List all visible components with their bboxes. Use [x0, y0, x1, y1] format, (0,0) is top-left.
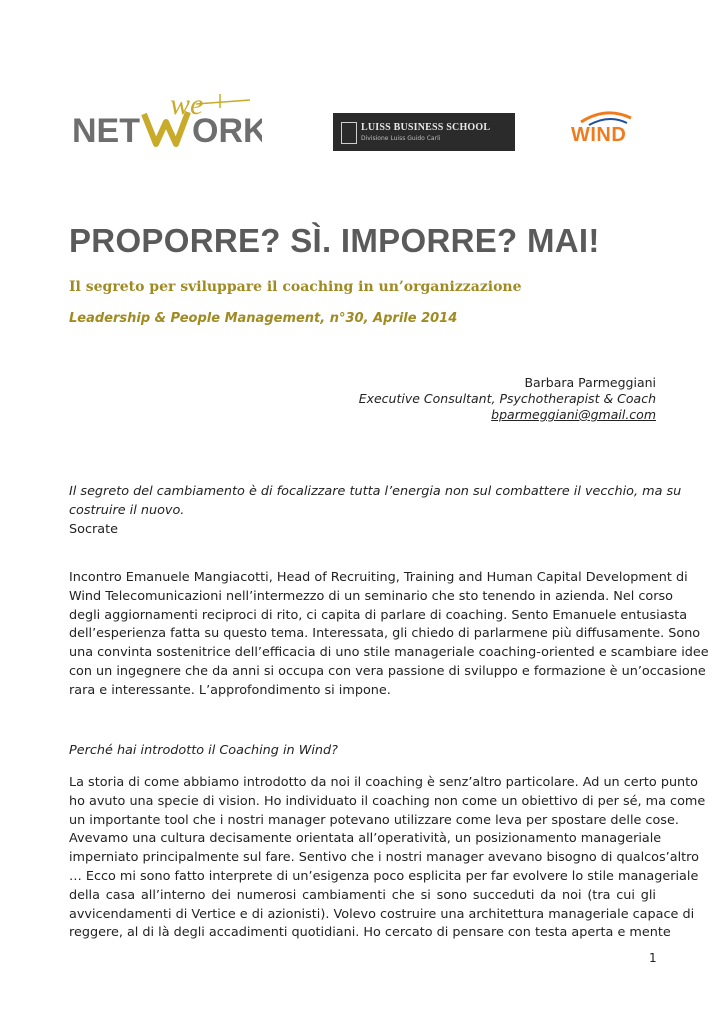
network-logo-net: NET: [72, 112, 140, 150]
epigraph-quote: [69, 483, 682, 521]
wind-logo-name: WIND: [571, 124, 627, 146]
luiss-logo: [333, 113, 515, 151]
quote-author: Socrate: [69, 522, 118, 537]
quote-line: costruire il nuovo.: [69, 502, 185, 518]
author-role: Executive Consultant, Psychotherapist & Coach: [358, 391, 656, 406]
author-name: Barbara Parmeggiani: [524, 375, 656, 390]
author-email[interactable]: bparmeggiani@gmail.com: [491, 407, 656, 422]
paragraph-line: reggere, al di là degli accadimenti quotidiani. Ho cercato di pensare con testa aperta e mente: [69, 925, 671, 941]
wind-logo: [561, 104, 651, 150]
network-logo-we: we: [170, 90, 204, 121]
paragraph-line: ho avuto una specie di vision. Ho individuato il coaching non come un obiettivo di per sé, ma come: [69, 793, 706, 809]
paragraph-line: una convinta sostenitrice dell’efficacia di uno stile manageriale coaching-oriented e scambiare idee: [69, 645, 709, 661]
network-logo: [72, 90, 262, 150]
luiss-logo-sub: Divisione Luiss Guido Carli: [361, 135, 441, 142]
publication-source: Leadership & People Management, n°30, Aprile 2014: [69, 311, 458, 326]
paragraph-line: La storia di come abbiamo introdotto da noi il coaching è senz’altro particolare. Ad un certo punto: [69, 775, 699, 790]
page-subtitle: Il segreto per sviluppare il coaching in un’organizzazione: [69, 279, 522, 295]
answer-paragraph: [69, 774, 706, 943]
paragraph-line: imperniato principalmente sul fare. Sentivo che i nostri manager avevano bisogno di qualcos’altro: [69, 850, 699, 866]
page-number: 1: [649, 951, 657, 965]
paragraph-line: un importante tool che i nostri manager potevano utilizzare come leva per spostare delle cose.: [69, 812, 679, 828]
quote-line: Il segreto del cambiamento è di focalizzare tutta l’energia non sul combattere il vecchio, ma su: [69, 484, 682, 499]
paragraph-line: … Ecco mi sono fatto interprete di un’esigenza poco esplicita per far evolvere lo stile manageriale: [69, 868, 699, 884]
paragraph-line: degli aggiornamenti reciproci di rito, ci capita di parlare di coaching. Sento Emanuele entusiasta: [69, 607, 688, 623]
interview-question: Perché hai introdotto il Coaching in Wind?: [69, 743, 338, 758]
luiss-emblem-icon: [341, 122, 357, 144]
paragraph-line: avvicendamenti di Vertice e di azionisti). Volevo costruire una architettura manageriale capace di: [69, 906, 695, 922]
luiss-logo-name: LUISS BUSINESS SCHOOL: [361, 122, 491, 133]
intro-paragraph: [69, 569, 709, 701]
page-title: PROPORRE? SÌ. IMPORRE? MAI!: [69, 222, 600, 259]
paragraph-line: della casa all’interno dei numerosi cambiamenti che si sono succeduti da noi (tra cui gli: [69, 887, 656, 903]
paragraph-line: Wind Telecomunicazioni nell’intermezzo di un seminario che sto tenendo in azienda. Nel corso: [69, 588, 673, 604]
paragraph-line: Avevamo una cultura decisamente orientata all’operatività, un posizionamento manageriale: [69, 831, 662, 847]
paragraph-line: Incontro Emanuele Mangiacotti, Head of Recruiting, Training and Human Capital Development di: [69, 570, 688, 585]
paragraph-line: dell’esperienza fatta su questo tema. Interessata, gli chiedo di parlarmene più diffusamente. Sono: [69, 626, 701, 642]
paragraph-line: rara e interessante. L’approfondimento si impone.: [69, 682, 391, 698]
network-logo-swoosh: [196, 100, 250, 104]
paragraph-line: con un ingegnere che da anni si occupa con vera passione di sviluppo e formazione è un’occasione: [69, 663, 706, 679]
network-logo-ork: ORK: [192, 112, 262, 150]
